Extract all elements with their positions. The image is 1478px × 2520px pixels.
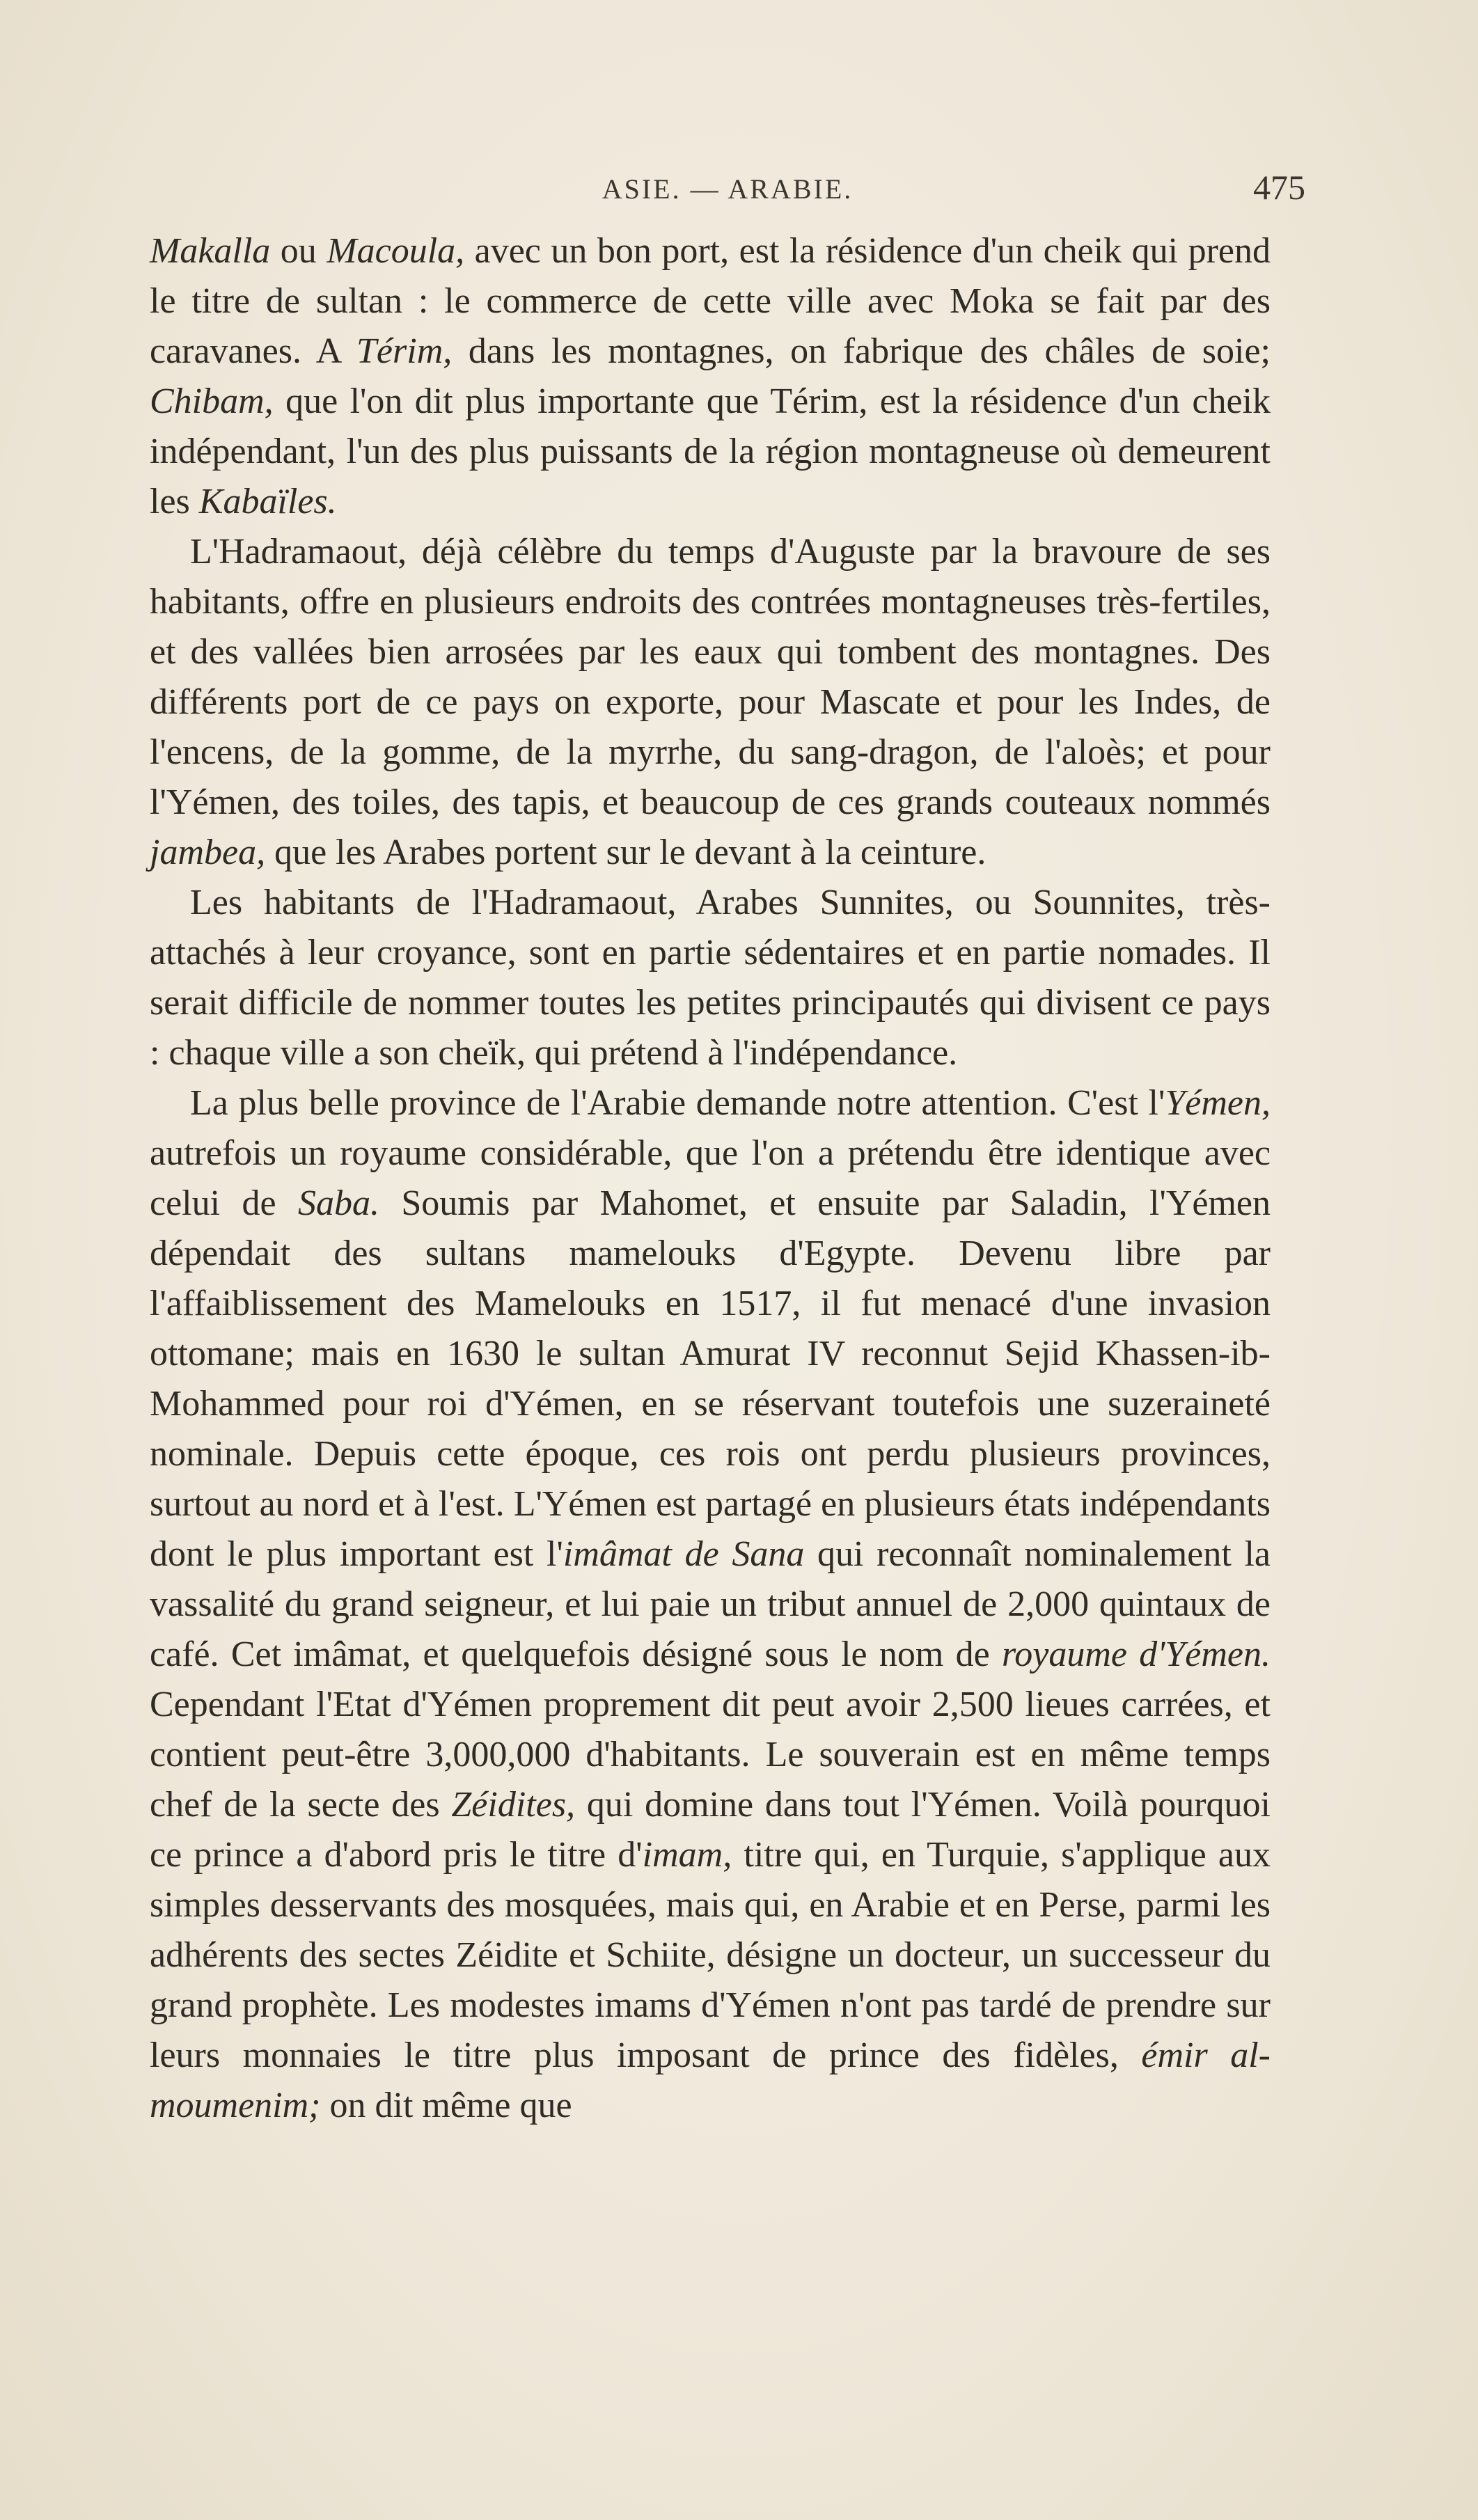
text-run: qui domine dans tout l'Yémen. Voilà pourquoi ce prince a d'abord pris le titre d' [150,1785,1271,1875]
body-text [150,226,1271,2131]
italic-term: Saba. [297,1183,379,1223]
italic-term: imâmat de Sana [563,1534,805,1574]
text-run: L'Hadramaout, déjà célèbre du temps d'Auguste par la bravoure de ses habitants, offre en plusieurs endroits des contrées montagneuses très-fertiles, et des vallées bien arrosées par les eaux qui tombent des montagnes. Des différents port de ce pays on exporte, pour Mascate et pour les Indes, de l'encens, de la gomme, de la myrrhe, du sang-dragon, de l'aloès; et pour l'Yémen, des toiles, des tapis, et beaucoup de ces grands couteaux nommés [150,532,1271,822]
text-run: qui reconnaît nominalement la vassalité du grand seigneur, et lui paie un tribut annuel de 2,000 quintaux de café. Cet imâmat, et quelquefois désigné sous le nom de [150,1534,1271,1674]
paragraph-yemen [150,1078,1271,2131]
paragraph-hadramaout [150,527,1271,878]
running-header [150,167,1305,216]
italic-term: Kabaïles. [198,482,337,521]
italic-term: imam, [642,1835,732,1875]
text-run: autrefois un royaume considérable, que l'on a prétendu être identique avec celui de [150,1133,1271,1223]
text-run: que les Arabes portent sur le devant à la ceinture. [265,833,986,872]
italic-term: émir al-moumenim; [150,2035,1271,2125]
italic-term: royaume d'Yémen. [1001,1635,1271,1674]
text-run: La plus belle province de l'Arabie demande notre attention. C'est l' [190,1083,1165,1123]
text-run: Soumis par Mahomet, et ensuite par Saladin, l'Yémen dépendait des sultans mamelouks d'Egypte. Devenu libre par l'affaiblissement des Mamelouks en 1517, il fut menacé d'une invasion ottomane; mais en 1630 le sultan Amurat IV reconnut Sejid Khassen-ib-Mohammed pour roi d'Yémen, en se réservant toutefois une suzeraineté nominale. Depuis cette époque, ces rois ont perdu plusieurs provinces, surtout au nord et à l'est. L'Yémen est partagé en plusieurs états indépendants dont le plus important est l' [150,1183,1271,1574]
paragraph-habitants [150,878,1271,1078]
text-run: Les habitants de l'Hadramaout, Arabes Sunnites, ou Sounnites, très-attachés à leur croyance, sont en partie sédentaires et en partie nomades. Il serait difficile de nommer toutes les petites principautés qui divisent ce pays : chaque ville a son cheïk, qui prétend à l'indépendance. [150,883,1271,1073]
text-run: ou [270,231,327,271]
italic-term: Zéidites, [451,1785,576,1825]
italic-term: Makalla [150,231,271,271]
italic-term: Térim, [356,331,453,371]
page-number: 475 [1253,168,1305,207]
text-run: avec un bon port, est la résidence d'un cheik qui prend le titre de sultan : le commerce de cette ville avec Moka se fait par des caravanes. A [150,231,1271,371]
italic-term: Yémen, [1165,1083,1271,1123]
text-run: Cependant l'Etat d'Yémen proprement dit peut avoir 2,500 lieues carrées, et contient peut-être 3,000,000 d'habitants. Le souverain est en même temps chef de la secte des [150,1685,1271,1825]
running-title: ASIE. — ARABIE. [602,173,854,205]
text-run: dans les montagnes, on fabrique des châles de soie; [452,331,1271,371]
italic-term: Chibam, [150,381,274,421]
text-run: on dit même que [320,2086,572,2125]
text-run: que l'on dit plus importante que Térim, est la résidence d'un cheik indépendant, l'un des plus puissants de la région montagneuse où demeurent les [150,381,1271,521]
italic-term: Macoula, [327,231,465,271]
paragraph-makalla [150,226,1271,527]
text-run: titre qui, en Turquie, s'applique aux simples desservants des mosquées, mais qui, en Arabie et en Perse, parmi les adhérents des sectes Zéidite et Schiite, désigne un docteur, un successeur du grand prophète. Les modestes imams d'Yémen n'ont pas tardé de prendre sur leurs monnaies le titre plus imposant de prince des fidèles, [150,1835,1271,2075]
italic-term: jambea, [150,833,266,872]
